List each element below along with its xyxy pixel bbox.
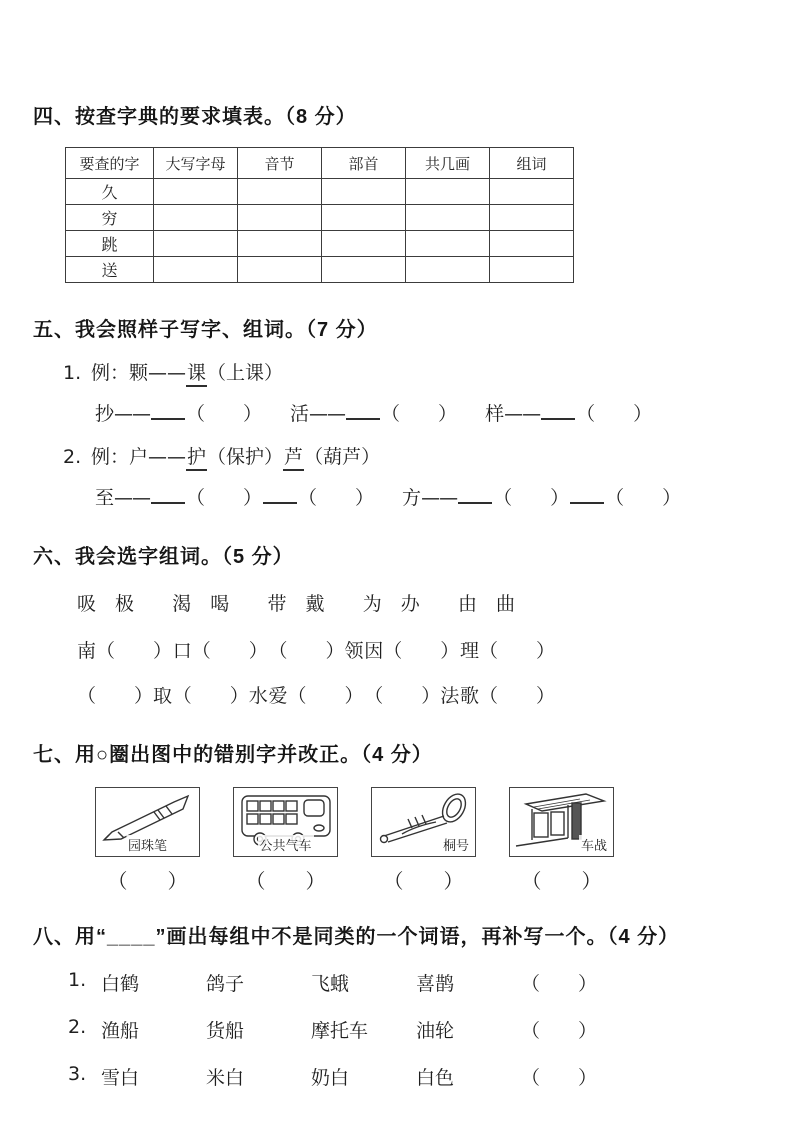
item2-example-post: （葫芦）: [304, 446, 381, 468]
row-answer-parens: （ ）: [521, 1020, 598, 1042]
fill-line-2: [77, 681, 555, 708]
character-bank-row: [77, 589, 515, 616]
table-row: [66, 231, 574, 257]
lookup-character-cell: 穷: [66, 205, 154, 231]
character-pair: 带 戴: [267, 593, 325, 615]
empty-answer-cell: [322, 179, 406, 205]
item1-example-post: （上课）: [207, 362, 284, 384]
lookup-character-cell: 跳: [66, 231, 154, 257]
table-row: [66, 179, 574, 205]
answer-parens: （ ）: [605, 487, 682, 509]
empty-answer-cell: [406, 257, 490, 283]
answer-parens: （ ）: [186, 487, 263, 509]
picture-answer-parens: （ ）: [383, 869, 464, 893]
answer-parens: （ ）: [576, 403, 653, 425]
empty-answer-cell: [490, 205, 574, 231]
picture-label: 车战: [579, 835, 609, 854]
item1-example-line: [63, 358, 738, 385]
row-number: 2.: [68, 1016, 87, 1038]
item2-number: 2.: [63, 446, 82, 468]
answer-blank: [570, 488, 604, 504]
section-8: [33, 920, 738, 1090]
item1-number: 1.: [63, 362, 82, 384]
empty-answer-cell: [238, 179, 322, 205]
picture-label: 园珠笔: [126, 835, 169, 854]
fill-unit: 南（ ）: [77, 640, 173, 662]
picture-box-pen: [95, 787, 200, 857]
answer-parens: （ ）: [493, 487, 570, 509]
practice-unit: [402, 483, 681, 510]
word-item: 油轮: [416, 1020, 455, 1042]
row-number: 1.: [68, 969, 87, 991]
answer-blank: [346, 404, 380, 420]
fill-unit: 因（ ）: [364, 640, 460, 662]
word-item: 白鹤: [101, 973, 140, 995]
empty-answer-cell: [154, 205, 238, 231]
fill-line-1: [77, 636, 555, 663]
table-header-cell: 部首: [322, 148, 406, 179]
empty-answer-cell: [322, 205, 406, 231]
table-row: [66, 257, 574, 283]
empty-answer-cell: [154, 231, 238, 257]
character-pair: 吸 极: [77, 593, 135, 615]
fill-unit: （ ）法: [364, 685, 460, 707]
empty-answer-cell: [490, 179, 574, 205]
empty-answer-cell: [322, 257, 406, 283]
picture-answer-parens: （ ）: [107, 869, 188, 893]
fill-unit: 理（ ）: [459, 640, 555, 662]
practice-unit: [290, 399, 457, 426]
section-4-title: 四、按查字典的要求填表。（8 分）: [33, 106, 357, 128]
section-4: [33, 100, 738, 283]
picture-box-bus-stop: [509, 787, 614, 857]
base-character: 活: [290, 403, 310, 425]
dictionary-table: [65, 147, 574, 283]
answer-parens: （ ）: [186, 403, 263, 425]
item2-example-word2: 芦: [283, 446, 304, 471]
section-8-title: 八、用“____”画出每组中不是同类的一个词语，再补写一个。（4 分）: [33, 926, 680, 948]
answer-blank: [151, 488, 185, 504]
word-item: 飞蛾: [311, 973, 350, 995]
section-7-title: 七、用○圈出图中的错别字并改正。（4 分）: [33, 744, 433, 766]
empty-answer-cell: [490, 231, 574, 257]
section-6: [33, 540, 738, 708]
character-pair: 渴 喝: [172, 593, 230, 615]
picture-label: 桐号: [441, 835, 471, 854]
word-group-rows: [33, 969, 738, 1090]
answer-blank: [263, 488, 297, 504]
practice-unit: [485, 399, 652, 426]
section-7: [33, 738, 738, 894]
empty-answer-cell: [406, 231, 490, 257]
word-item: 摩托车: [311, 1020, 369, 1042]
character-pair: 由 曲: [457, 593, 515, 615]
item2-example-word1: 护: [186, 446, 207, 471]
practice-unit: [95, 483, 374, 510]
item1-example-word: 课: [186, 362, 207, 387]
fill-unit: （ ）取: [77, 685, 173, 707]
answer-parens: （ ）: [298, 487, 375, 509]
section-6-title: 六、我会选字组词。（5 分）: [33, 546, 294, 568]
lookup-character-cell: 久: [66, 179, 154, 205]
fill-unit: 口（ ）: [172, 640, 268, 662]
word-group-row: [68, 1063, 738, 1090]
word-item: 米白: [206, 1067, 245, 1089]
fill-unit: （ ）水: [172, 685, 268, 707]
section-5: [33, 313, 738, 510]
empty-answer-cell: [238, 257, 322, 283]
picture-answer-row: [95, 865, 738, 894]
character-pair: 为 办: [362, 593, 420, 615]
table-header-cell: 组词: [490, 148, 574, 179]
item1-example-pre: 例：颗——: [91, 362, 187, 384]
word-group-row: [68, 1016, 738, 1043]
empty-answer-cell: [322, 231, 406, 257]
item1-practice-line: [95, 399, 738, 426]
base-character: 抄: [95, 403, 115, 425]
picture-box-bus: [233, 787, 338, 857]
table-header-cell: 要查的字: [66, 148, 154, 179]
empty-answer-cell: [406, 205, 490, 231]
section-5-title: 五、我会照样子写字、组词。（7 分）: [33, 319, 378, 341]
empty-answer-cell: [490, 257, 574, 283]
item2-example-mid: （保护）: [207, 446, 284, 468]
answer-blank: [541, 404, 575, 420]
table-header-cell: 大写字母: [154, 148, 238, 179]
item2-example-pre: 例：户——: [91, 446, 187, 468]
answer-blank: [151, 404, 185, 420]
word-item: 白色: [416, 1067, 455, 1089]
picture-label: 公共气车: [257, 835, 313, 854]
lookup-character-cell: 送: [66, 257, 154, 283]
row-answer-parens: （ ）: [521, 1067, 598, 1089]
fill-unit: 爱（ ）: [268, 685, 364, 707]
row-number: 3.: [68, 1063, 87, 1085]
picture-answer-parens: （ ）: [245, 869, 326, 893]
item2-example-line: [63, 442, 738, 469]
base-character: 样: [485, 403, 505, 425]
connector-dash: ——: [309, 403, 346, 425]
connector-dash: ——: [421, 487, 458, 509]
table-header-cell: 音节: [238, 148, 322, 179]
row-answer-parens: （ ）: [521, 973, 598, 995]
empty-answer-cell: [154, 257, 238, 283]
picture-answer-parens: （ ）: [521, 869, 602, 893]
empty-answer-cell: [238, 205, 322, 231]
base-character: 方: [402, 487, 422, 509]
empty-answer-cell: [406, 179, 490, 205]
empty-answer-cell: [238, 231, 322, 257]
answer-parens: （ ）: [381, 403, 458, 425]
connector-dash: ——: [114, 487, 151, 509]
word-item: 喜鹊: [416, 973, 455, 995]
empty-answer-cell: [154, 179, 238, 205]
dictionary-table-head-row: [66, 148, 574, 179]
word-item: 渔船: [101, 1020, 140, 1042]
fill-unit: 歌（ ）: [459, 685, 555, 707]
word-item: 鸽子: [206, 973, 245, 995]
answer-blank: [458, 488, 492, 504]
word-item: 奶白: [311, 1067, 350, 1089]
fill-unit: （ ）领: [268, 640, 364, 662]
table-header-cell: 共几画: [406, 148, 490, 179]
connector-dash: ——: [504, 403, 541, 425]
word-group-row: [68, 969, 738, 996]
practice-unit: [95, 399, 262, 426]
base-character: 至: [95, 487, 115, 509]
picture-box-trumpet: [371, 787, 476, 857]
item2-practice-line: [95, 483, 738, 510]
picture-boxes-row: [95, 787, 738, 857]
word-item: 雪白: [101, 1067, 140, 1089]
word-item: 货船: [206, 1020, 245, 1042]
table-row: [66, 205, 574, 231]
connector-dash: ——: [114, 403, 151, 425]
